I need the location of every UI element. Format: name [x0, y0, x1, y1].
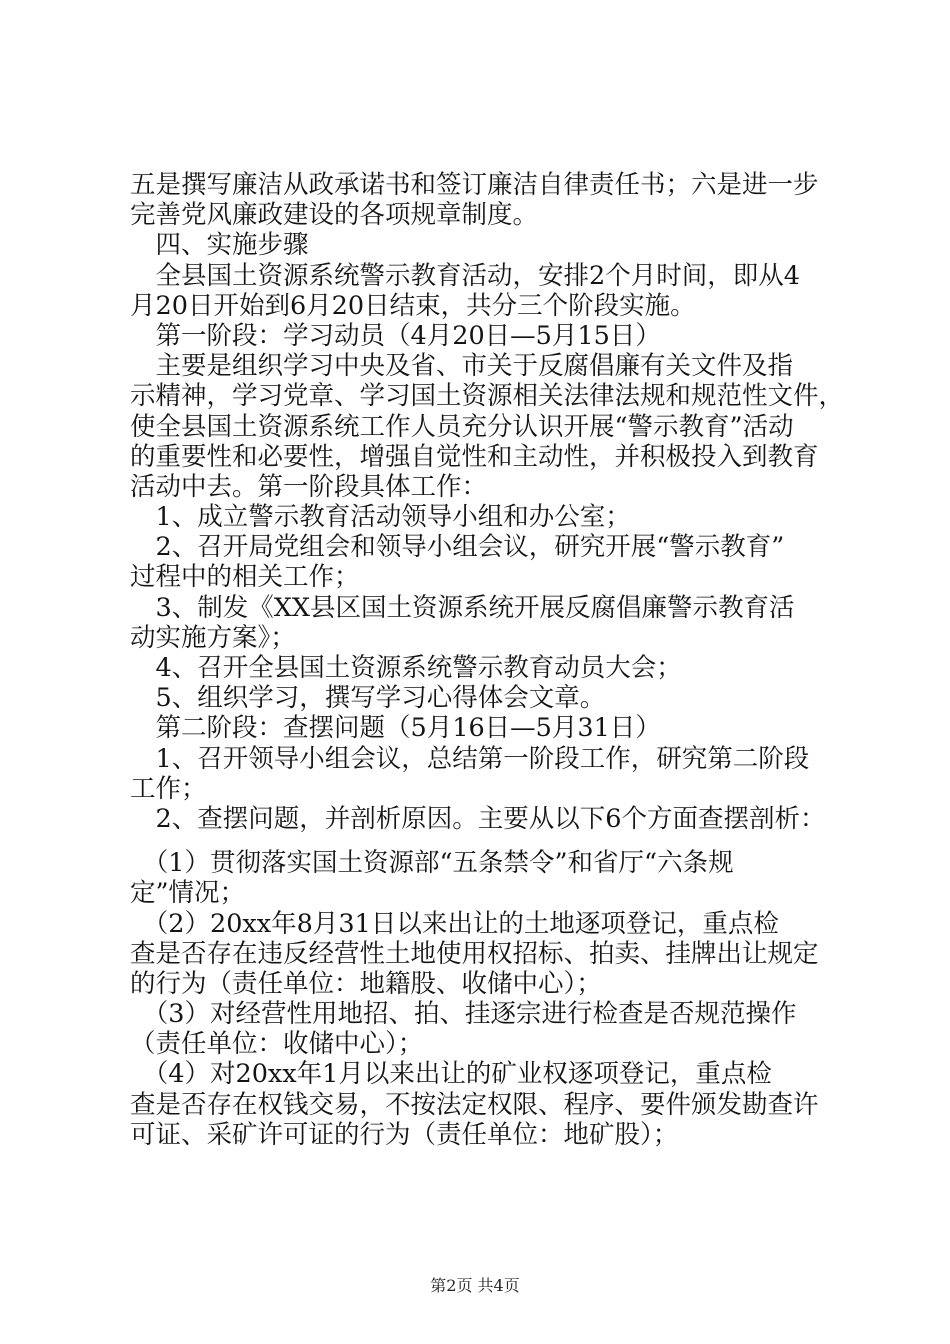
text-line: 查是否存在违反经营性土地使用权招标、拍卖、挂牌出让规定 [130, 938, 819, 969]
section-heading: 四、实施步骤 [130, 230, 309, 261]
text-line: 月20日开始到6月20日结束，共分三个阶段实施。 [130, 290, 696, 321]
text-line: 定”情况； [130, 878, 246, 909]
text-line: 过程中的相关工作； [130, 562, 360, 593]
list-item: 1、成立警示教育活动领导小组和办公室； [130, 502, 631, 533]
list-item: （1）贯彻落实国土资源部“五条禁令”和省厅“六条规 [130, 848, 734, 879]
text-line: 使全县国土资源系统工作人员充分认识开展“警示教育”活动 [130, 411, 794, 442]
text-line: （责任单位：收储中心）； [130, 1029, 424, 1060]
list-item: 4、召开全县国土资源系统警示教育动员大会； [130, 653, 682, 683]
list-item: （3）对经营性用地招、拍、挂逐宗进行检查是否规范操作 [130, 999, 797, 1030]
page-number: 第2页 共4页 [430, 1276, 520, 1295]
list-item: 5、组织学习，撰写学习心得体会文章。 [130, 683, 606, 714]
text-line: 示精神，学习党章、学习国土资源相关法律法规和规范性文件， [130, 381, 845, 412]
document-body [130, 170, 845, 1150]
list-item: 1、召开领导小组会议，总结第一阶段工作，研究第二阶段 [130, 743, 810, 774]
text-line: 全县国土资源系统警示教育活动，安排2个月时间，即从4 [130, 260, 800, 291]
text-line: 的行为（责任单位：地籍股、收储中心）； [130, 968, 602, 999]
text-line: 五是撰写廉洁从政承诺书和签订廉洁自律责任书；六是进一步 [130, 170, 819, 200]
list-item: （4）对20xx年1月以来出让的矿业权逐项登记，重点检 [130, 1059, 772, 1090]
text-line: 主要是组织学习中央及省、市关于反腐倡廉有关文件及指 [130, 351, 794, 382]
list-item: （2）20xx年8月31日以来出让的土地逐项登记，重点检 [130, 908, 779, 939]
list-item: 2、查摆问题，并剖析原因。主要从以下6个方面查摆剖析： [130, 803, 826, 834]
text-line: 的重要性和必要性，增强自觉性和主动性，并积极投入到教育 [130, 441, 819, 472]
paragraph-gap [130, 834, 830, 848]
text-line: 动实施方案》； [130, 622, 296, 653]
text-line: 活动中去。第一阶段具体工作： [130, 471, 488, 502]
text-line: 查是否存在权钱交易，不按法定权限、程序、要件颁发勘查许 [130, 1089, 819, 1120]
list-item: 2、召开局党组会和领导小组会议，研究开展“警示教育” [130, 532, 785, 563]
text-line: 完善党风廉政建设的各项规章制度。 [130, 200, 539, 231]
stage-heading: 第一阶段：学习动员（4月20日—5月15日） [130, 320, 661, 351]
list-item: 3、制发《XX县区国土资源系统开展反腐倡廉警示教育活 [130, 592, 795, 623]
stage-heading: 第二阶段：查摆问题（5月16日—5月31日） [130, 713, 661, 744]
text-line: 工作； [130, 773, 207, 804]
text-line: 可证、采矿许可证的行为（责任单位：地矿股）； [130, 1119, 679, 1150]
